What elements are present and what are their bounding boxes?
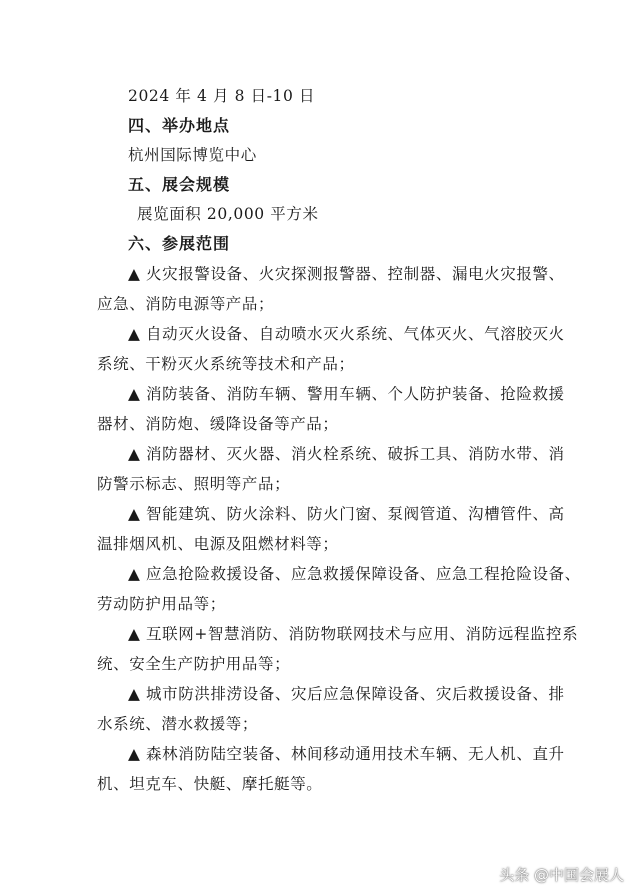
scope-item-line: ▲ 城市防洪排涝设备、灾后应急保障设备、灾后救援设备、排 [128,685,565,703]
scope-item-line: ▲ 应急抢险救援设备、应急救援保障设备、应急工程抢险设备、 [128,565,581,583]
scope-item-line: 器材、消防炮、缓降设备等产品； [97,415,339,433]
scope-item-line: ▲ 火灾报警设备、火灾探测报警器、控制器、漏电火灾报警、 [128,265,565,283]
scope-item-line: ▲ 智能建筑、防火涂料、防火门窗、泵阀管道、沟槽管件、高 [128,505,565,523]
toutiao-logo-icon [479,867,495,883]
scope-item-line: ▲ 互联网+智慧消防、消防物联网技术与应用、消防远程监控系 [128,625,579,643]
scope-item-line: 水系统、潜水救援等； [97,715,259,733]
scope-item-line: ▲ 自动灭火设备、自动喷水灭火系统、气体灭火、气溶胶灭火 [128,325,565,343]
scope-item-line: 机、坦克车、快艇、摩托艇等。 [97,775,323,793]
section6-heading: 六、参展范围 [128,234,231,253]
watermark-text: 头条 @中国会展人 [499,866,624,884]
scope-item-line: ▲ 消防器材、灭火器、消火栓系统、破拆工具、消防水带、消 [128,445,565,463]
scope-item-line: ▲ 森林消防陆空装备、林间移动通用技术车辆、无人机、直升 [128,745,565,763]
watermark [479,864,624,885]
scope-item-line: 系统、干粉灭火系统等技术和产品； [97,355,355,373]
scope-item-line: 防警示标志、照明等产品； [97,475,291,493]
scope-item-line: 统、安全生产防护用品等； [97,655,291,673]
date-line: 2024 年 4 月 8 日-10 日 [128,87,316,105]
section5-heading: 五、展会规模 [128,175,231,194]
scope-item-line: 温排烟风机、电源及阻燃材料等； [97,535,339,553]
section5-content: 展览面积 20,000 平方米 [137,205,319,223]
section4-content: 杭州国际博览中心 [128,146,257,164]
scope-item-line: 应急、消防电源等产品； [97,295,275,313]
section4-heading: 四、举办地点 [128,116,231,135]
scope-item-line: 劳动防护用品等； [97,595,226,613]
scope-item-line: ▲ 消防装备、消防车辆、警用车辆、个人防护装备、抢险救援 [128,385,565,403]
